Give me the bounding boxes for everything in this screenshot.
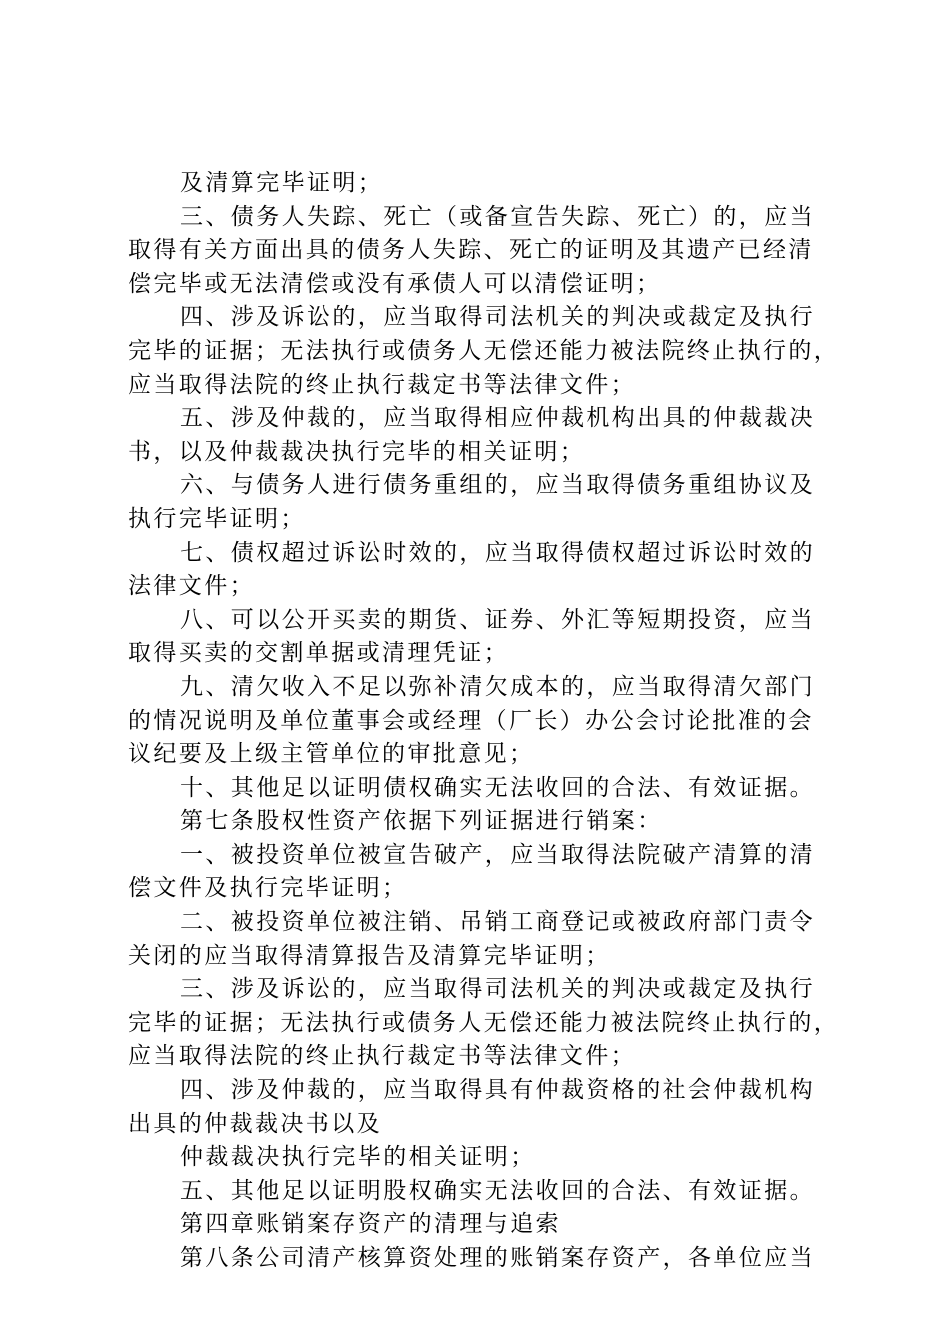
text-line: 执行完毕证明； [128, 505, 306, 532]
text-line: 法律文件； [128, 573, 255, 600]
text-line: 八、可以公开买卖的期货、证券、外汇等短期投资，应当 [180, 606, 815, 633]
text-line: 及清算完毕证明； [180, 170, 384, 196]
text-line: 偿完毕或无法清偿或没有承债人可以清偿证明； [128, 270, 662, 297]
text-line: 三、涉及诉讼的，应当取得司法机关的判决或裁定及执行 [180, 976, 815, 1003]
text-line: 十、其他足以证明债权确实无法收回的合法、有效证据。 [180, 774, 815, 801]
text-line: 书，以及仲裁裁决执行完毕的相关证明； [128, 438, 586, 465]
text-line: 取得有关方面出具的债务人失踪、死亡的证明及其遗产已经清 [128, 237, 814, 264]
text-line: 取得买卖的交割单据或清理凭证； [128, 640, 509, 667]
text-line: 议纪要及上级主管单位的审批意见； [128, 741, 535, 768]
text-line: 九、清欠收入不足以弥补清欠成本的，应当取得清欠部门 [180, 673, 815, 700]
text-line: 四、涉及仲裁的，应当取得具有仲裁资格的社会仲裁机构 [180, 1077, 815, 1104]
text-line: 出具的仲裁裁决书以及 [128, 1110, 382, 1137]
text-line: 第七条股权性资产依据下列证据进行销案： [180, 808, 663, 835]
chapter-heading: 第四章账销案存资产的清理与追索 [180, 1211, 561, 1238]
text-line: 五、其他足以证明股权确实无法收回的合法、有效证据。 [180, 1177, 815, 1204]
document-body [128, 167, 840, 1276]
text-line: 完毕的证据；无法执行或债务人无偿还能力被法院终止执行的， [128, 1009, 840, 1036]
text-line: 二、被投资单位被注销、吊销工商登记或被政府部门责令 [180, 909, 815, 936]
text-line: 第八条公司清产核算资处理的账销案存资产，各单位应当 [180, 1245, 815, 1271]
text-line: 一、被投资单位被宣告破产，应当取得法院破产清算的清 [180, 841, 815, 868]
text-line: 六、与债务人进行债务重组的，应当取得债务重组协议及 [180, 472, 815, 499]
text-line: 关闭的应当取得清算报告及清算完毕证明； [128, 942, 611, 969]
text-line: 七、债权超过诉讼时效的，应当取得债权超过诉讼时效的 [180, 539, 815, 566]
text-line: 四、涉及诉讼的，应当取得司法机关的判决或裁定及执行 [180, 304, 815, 331]
text-line: 应当取得法院的终止执行裁定书等法律文件； [128, 1043, 636, 1070]
text-line: 的情况说明及单位董事会或经理（厂长）办公会讨论批准的会 [128, 707, 814, 734]
text-line: 仲裁裁决执行完毕的相关证明； [180, 1144, 536, 1171]
text-line: 完毕的证据；无法执行或债务人无偿还能力被法院终止执行的， [128, 337, 840, 364]
text-line: 应当取得法院的终止执行裁定书等法律文件； [128, 371, 636, 398]
text-line: 偿文件及执行完毕证明； [128, 875, 408, 902]
text-line: 五、涉及仲裁的，应当取得相应仲裁机构出具的仲裁裁决 [180, 405, 815, 432]
text-line: 三、债务人失踪、死亡（或备宣告失踪、死亡）的，应当 [180, 203, 815, 230]
